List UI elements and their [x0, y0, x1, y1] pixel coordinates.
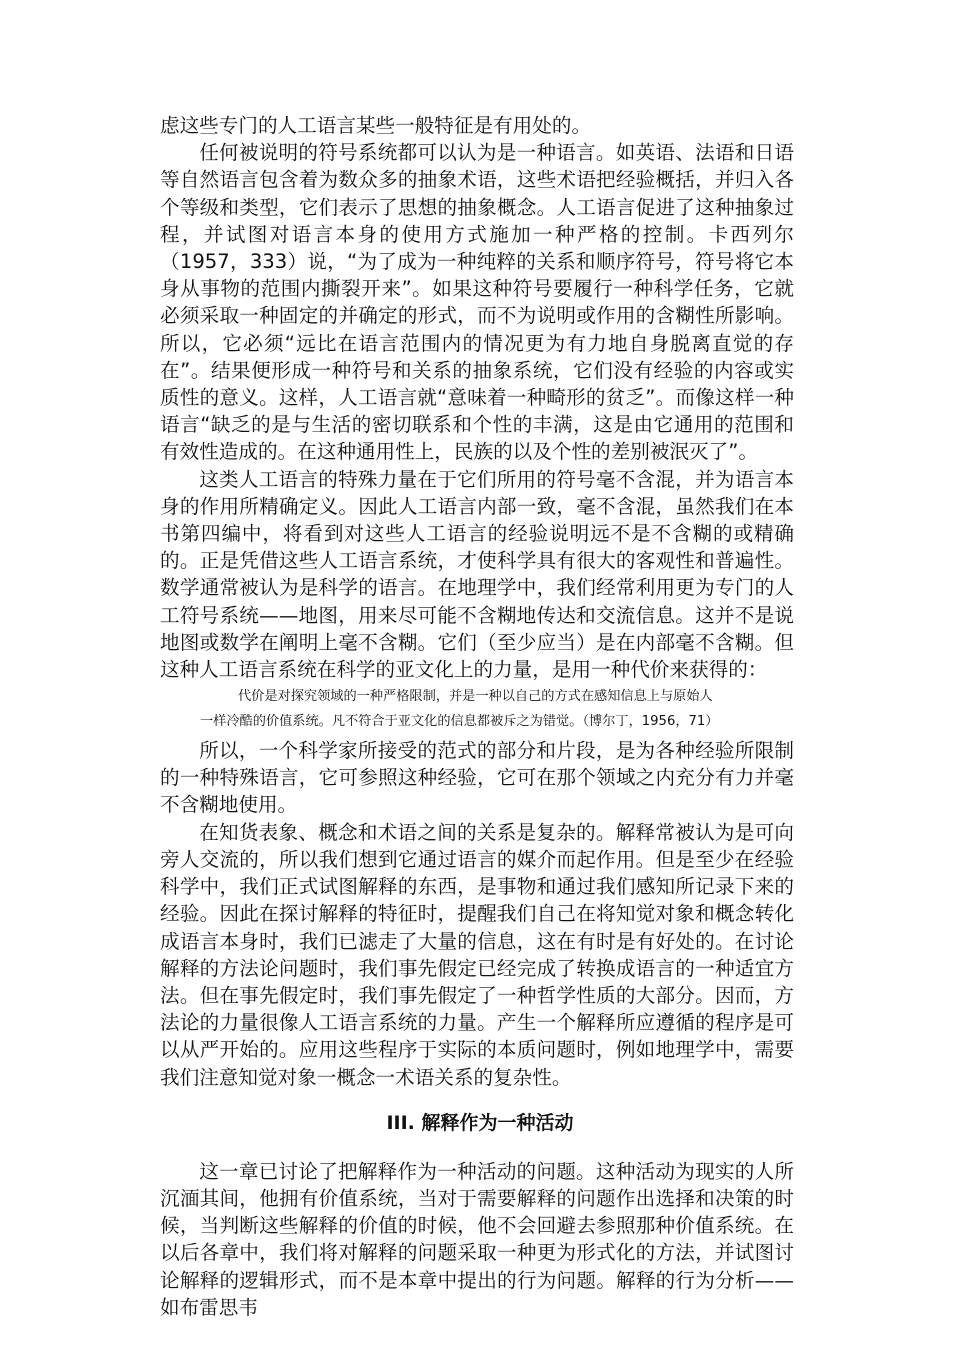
paragraph-explanation-activity: 这一章已讨论了把解释作为一种活动的问题。这种活动为现实的人所沉湎其间，他拥有价值系统，当对于需要解释的问题作出选择和决策的时候，当判断这些解释的价值的时候，他不会回避去参照那种价值系统。在以后各章中，我们将对解释的问题采取一种更为形式化的方法，并试图讨论解释的逻辑形式，而不是本章中提出的行为问题。解释的行为分析——如布雷思韦: [160, 1159, 794, 1319]
document-page: [160, 112, 794, 1321]
block-quote: [160, 685, 794, 734]
paragraph-percepts-concepts: 在知货表象、概念和术语之间的关系是复杂的。解释常被认为是可向旁人交流的，所以我们想到它通过语言的媒介而起作用。但是至少在经验科学中，我们正式试图解释的东西，是事物和通过我们感知所记录下来的经验。因此在探讨解释的特征时，提醒我们自己在将知觉对象和概念转化成语言本身时，我们已滤走了大量的信息，这在有时是有好处的。在讨论解释的方法论问题时，我们事先假定已经完成了转换成语言的一种适宜方法。但在事先假定时，我们事先假定了一种哲学性质的大部分。因而，方法论的力量很像人工语言系统的力量。产生一个解释所应遵循的程序是可以从严开始的。应用这些程序于实际的本质问题时，例如地理学中，需要我们注意知觉对象一概念一术语关系的复杂性。: [160, 820, 794, 1089]
section-heading: III. 解释作为一种活动: [386, 1111, 574, 1134]
paragraph-symbol-systems: 任何被说明的符号系统都可以认为是一种语言。如英语、法语和日语等自然语言包含着为数众多的抽象术语，这些术语把经验概括，并归入各个等级和类型，它们表示了思想的抽象概念。人工语言促进了这种抽象过程，并试图对语言本身的使用方式施加一种严格的控制。卡西列尔（1957，333）说，“为了成为一种纯粹的关系和顺序符号，符号将它本身从事物的范围内撕裂开来”。如果这种符号要履行一种科学任务，它就必须采取一种固定的并确定的形式，而不为说明或作用的含糊性所影响。所以，它必须“远比在语言范围内的情况更为有力地自身脱离直觉的存在”。结果便形成一种符号和关系的抽象系统，它们没有经验的内容或实质性的意义。这样，人工语言就“意味着一种畸形的贫乏”。而像这样一种语言“缺乏的是与生活的密切联系和个性的丰满，这是由它通用的范围和有效性造成的。在这种通用性上，民族的以及个性的差别被泯灭了”。: [160, 141, 794, 464]
paragraph-paradigm: 所以，一个科学家所接受的范式的部分和片段，是为各种经验所限制的一种特殊语言，它可参照这种经验，它可在那个领域之内充分有力并毫不含糊地使用。: [160, 739, 794, 817]
quote-line: 代价是对探究领域的一种严格限制，并是一种以自己的方式在感知信息上与原始人: [238, 689, 713, 705]
paragraph-artificial-language-power: 这类人工语言的特殊力量在于它们所用的符号毫不含混，并为语言本身的作用所精确定义。因此人工语言内部一致，毫不含混，虽然我们在本书第四编中，将看到对这些人工语言的经验说明远不是不含糊的或精确的。正是凭借这些人工语言系统，才使科学具有很大的客观性和普遍性。数学通常被认为是科学的语言。在地理学中，我们经常利用更为专门的人工符号系统——地图，用来尽可能不含糊地传达和交流信息。这并不是说地图或数学在阐明上毫不含糊。它们（至少应当）是在内部毫不含糊。但这种人工语言系统在科学的亚文化上的力量，是用一种代价来获得的：: [160, 467, 794, 682]
quote-line: 一样冷酷的价值系统。凡不符合于亚文化的信息都被斥之为错觉。（博尔丁，1956，71）: [200, 713, 719, 729]
paragraph-continuation: 虑这些专门的人工语言某些一般特征是有用处的。: [160, 114, 592, 137]
